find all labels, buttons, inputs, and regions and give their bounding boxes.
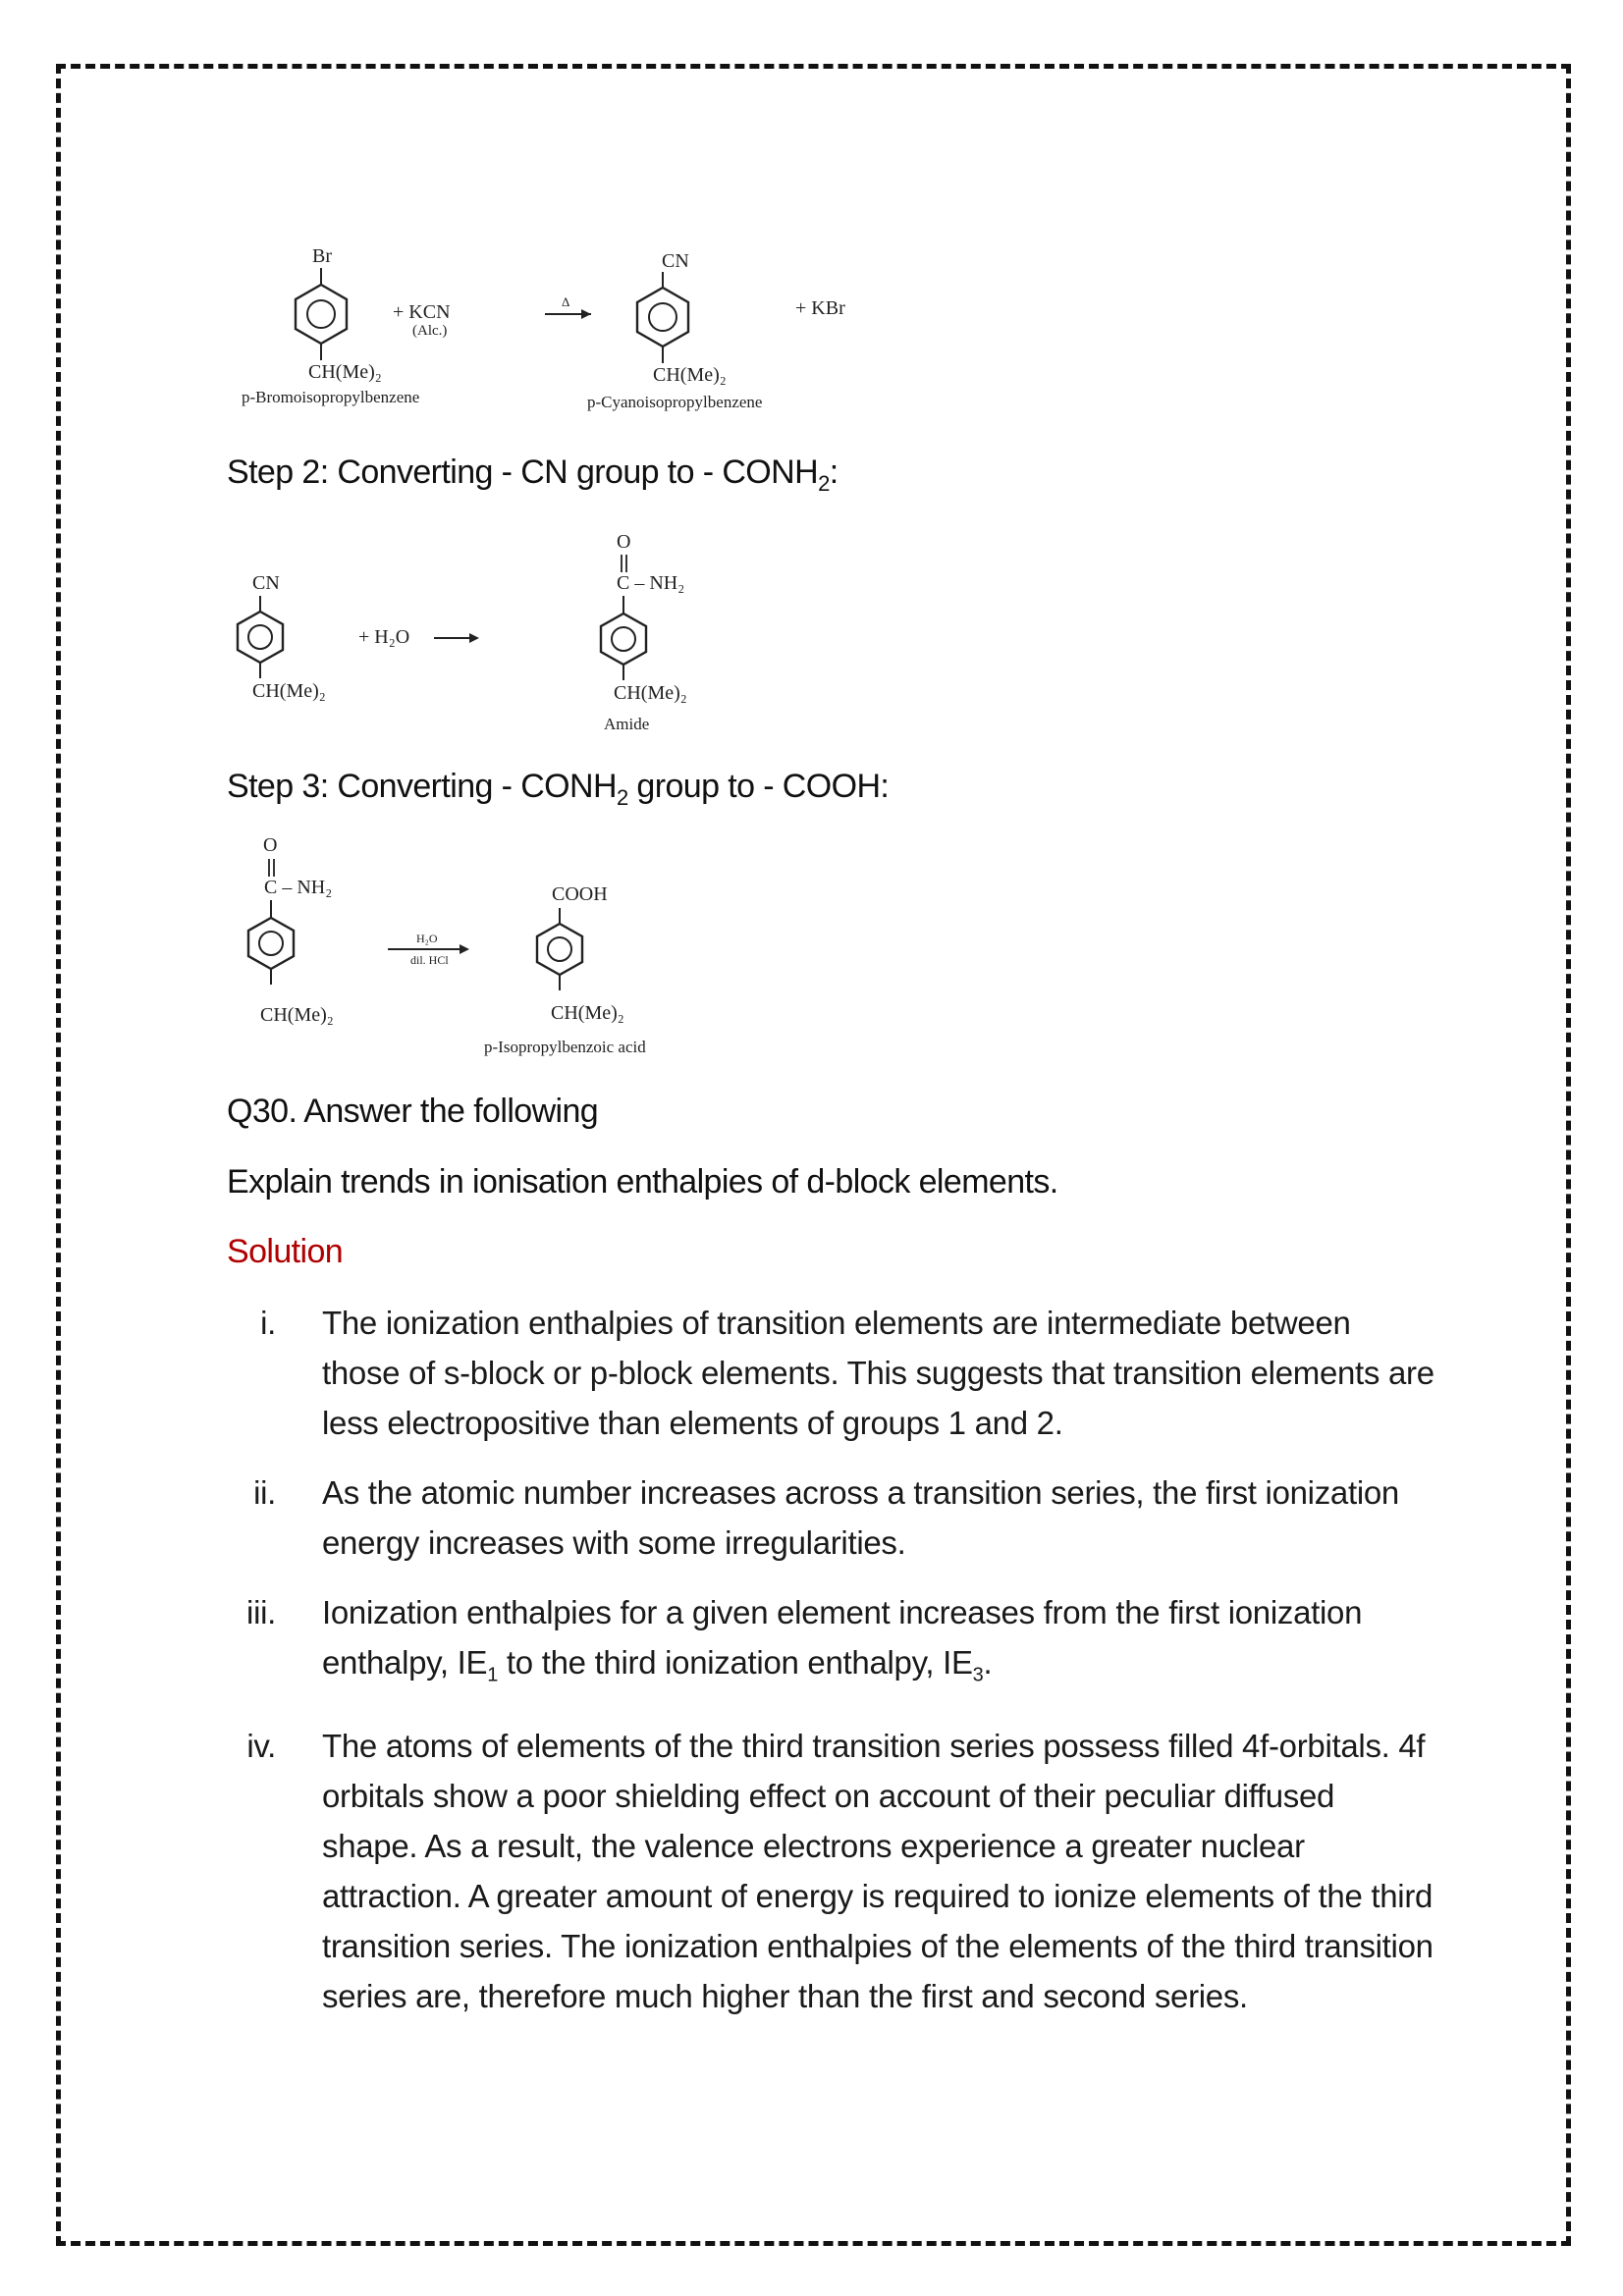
- step-3-drawing: [226, 829, 736, 1065]
- step3-product-cooh: COOH: [552, 883, 608, 905]
- reagent-condition: (Alc.): [412, 323, 448, 339]
- step2-product-oxygen: O: [617, 531, 631, 553]
- product-isopropyl-label: CH(Me)₂: [653, 364, 727, 386]
- reagent-kcn: + KCN: [393, 301, 451, 323]
- step-2-heading: Step 2: Converting - CN group to - $CONH_2$:: [227, 454, 839, 496]
- reaction-1-scheme: [226, 240, 893, 417]
- solution-point: ii. As the atomic number increases across a transition series, the first ionization energy increases with some irregularities.: [253, 1474, 1399, 1561]
- product-name: p-Cyanoisopropylbenzene: [587, 393, 763, 411]
- product-cn-label: CN: [662, 250, 689, 272]
- step3-reactant-oxygen: O: [263, 834, 278, 856]
- step2-product-name: Amide: [604, 715, 650, 733]
- step3-product-name: p-Isopropylbenzoic acid: [484, 1038, 646, 1056]
- step-3-scheme: [226, 829, 736, 1065]
- step3-arrow-reagent: H₂O: [416, 932, 438, 945]
- step2-product-isopropyl: CH(Me)₂: [614, 682, 687, 704]
- step2-reagent-water: + H₂O: [358, 626, 410, 648]
- step3-arrow-condition: dil. HCl: [410, 953, 449, 967]
- arrow-heat-label: Δ: [562, 294, 570, 309]
- reactant-isopropyl-label: CH(Me)₂: [308, 361, 382, 383]
- step-2-drawing: [226, 525, 736, 746]
- solution-points: [227, 1298, 1434, 2021]
- solution-point: i. The ionization enthalpies of transition elements are intermediate between those of s-block or p-block elements. This suggests that transition elements are less electropositive than elements of groups 1 and 2.: [260, 1305, 1434, 1441]
- step3-product-isopropyl: CH(Me)₂: [551, 1002, 624, 1024]
- step2-product-amide-group: C – NH₂: [617, 572, 685, 594]
- q30-question: Explain trends in ionisation enthalpies of d-block elements.: [227, 1163, 1058, 1201]
- step3-reactant-amide-group: C – NH₂: [264, 877, 333, 898]
- step2-reactant-isopropyl: CH(Me)₂: [252, 680, 326, 702]
- step-2-scheme: [226, 525, 736, 746]
- solution-label: Solution: [227, 1233, 344, 1270]
- solution-point: iii. Ionization enthalpies for a given element increases from the first ionization enthalpy, $IE_1$ to the third ionization enthalpy, $IE_3$.: [246, 1594, 1363, 1686]
- reactant-br-label: Br: [312, 245, 332, 267]
- step3-reactant-isopropyl: CH(Me)₂: [260, 1004, 334, 1026]
- reactant-name: p-Bromoisopropylbenzene: [242, 388, 420, 406]
- step2-reactant-cn: CN: [252, 572, 280, 594]
- solution-point: iv. The atoms of elements of the third transition series possess filled 4f-orbitals. 4f orbitals show a poor shielding effect on account of their peculiar diffused shape. As a result, the valence electrons experience a greater nuclear attraction. A greater amount of energy is required to ionize elements of the third transition series. The ionization enthalpies of the elements of the third transition series are, therefore much higher than the first and second series.: [246, 1727, 1434, 2014]
- step-3-heading: Step 3: Converting - $CONH_2$ group to - COOH:: [227, 768, 890, 810]
- q30-title: Q30. Answer the following: [227, 1093, 599, 1130]
- byproduct-kbr: + KBr: [795, 297, 845, 319]
